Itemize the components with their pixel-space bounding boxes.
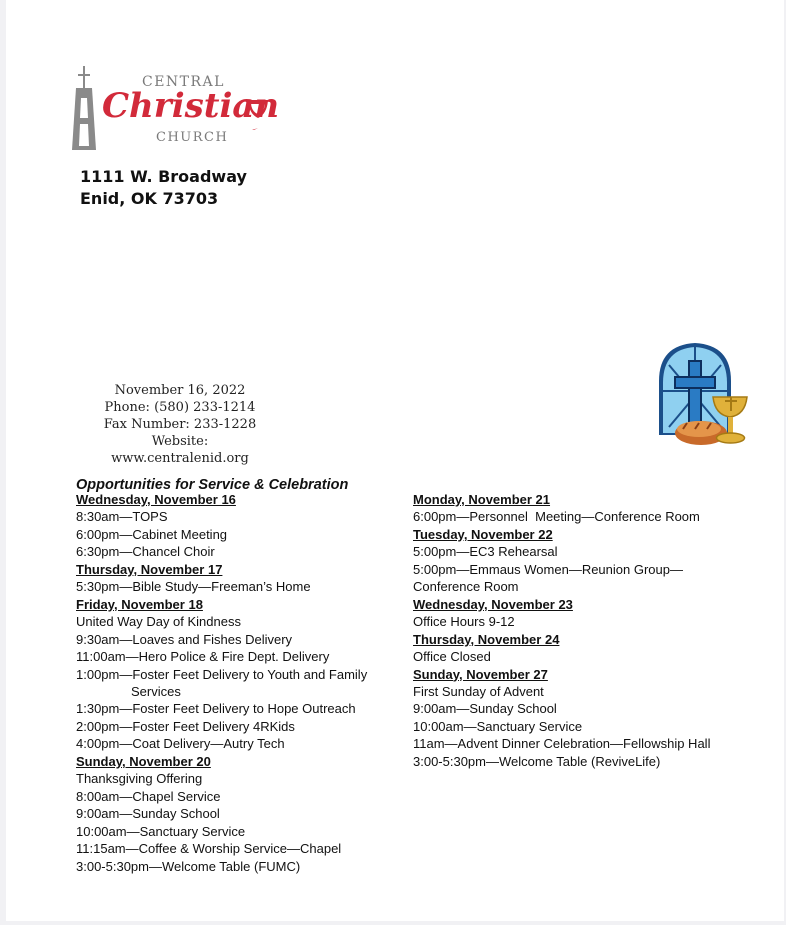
website: Website: www.centralenid.org [111, 434, 249, 466]
phone-number: Phone: (580) 233-1214 [104, 400, 256, 415]
event-item: First Sunday of Advent [413, 683, 544, 699]
day-heading: Thursday, November 24 [413, 631, 560, 647]
logo-christian-text: Christian [102, 86, 280, 126]
newsletter-date: November 16, 2022 [114, 383, 246, 398]
event-item: 6:00pm—Cabinet Meeting [76, 526, 228, 542]
event-item: 10:00am—Sanctuary Service [76, 823, 246, 839]
event-item: 2:00pm—Foster Feet Delivery 4RKids [76, 718, 295, 734]
day-heading: Wednesday, November 23 [413, 596, 573, 612]
day-heading: Wednesday, November 16 [76, 492, 236, 507]
event-item: Office Hours 9-12 [413, 614, 515, 630]
event-item: United Way Day of Kindness [76, 614, 241, 630]
event-item: 3:00-5:30pm—Welcome Table (FUMC) [76, 858, 301, 874]
event-item: 5:00pm—EC3 Rehearsal [413, 544, 558, 560]
event-item: Thanksgiving Offering [76, 771, 203, 787]
event-item: 11am—Advent Dinner Celebration—Fellowship Hall [413, 736, 711, 752]
event-item: 8:30am—TOPS [76, 509, 168, 525]
day-heading: Sunday, November 20 [76, 753, 211, 769]
fax-number: Fax Number: 233-1228 [103, 417, 257, 432]
event-item-continued: Conference Room [413, 579, 519, 595]
event-item: 4:00pm—Coat Delivery—Autry Tech [76, 736, 285, 752]
logo-church-text: CHURCH [156, 130, 229, 145]
event-item: 8:00am—Chapel Service [76, 788, 221, 804]
day-heading: Friday, November 18 [76, 596, 203, 612]
event-item: 11:00am—Hero Police & Fire Dept. Delivery [76, 649, 330, 665]
event-item-continued: Services [131, 683, 181, 699]
day-heading: Monday, November 21 [413, 492, 551, 507]
address-city: Enid, OK 73703 [80, 189, 219, 208]
logo-central-text: CENTRAL [142, 74, 225, 90]
event-item: 1:30pm—Foster Feet Delivery to Hope Outreach [76, 701, 356, 717]
day-heading: Tuesday, November 22 [413, 526, 553, 542]
event-item: 10:00am—Sanctuary Service [413, 718, 583, 734]
event-item: 1:00pm—Foster Feet Delivery to Youth and Family [76, 666, 368, 682]
event-item: 6:30pm—Chancel Choir [76, 544, 215, 560]
day-heading: Thursday, November 17 [76, 561, 223, 577]
day-heading: Sunday, November 27 [413, 666, 548, 682]
event-item: 3:00-5:30pm—Welcome Table (ReviveLife) [413, 753, 661, 769]
contact-info [84, 382, 276, 467]
stained-glass-communion-icon [655, 341, 757, 451]
event-item: Office Closed [413, 649, 491, 665]
event-item: 9:30am—Loaves and Fishes Delivery [76, 631, 293, 647]
event-item: 9:00am—Sunday School [76, 806, 220, 822]
event-item: 6:00pm—Personnel Meeting—Conference Room [413, 509, 700, 525]
event-item: 5:30pm—Bible Study—Freeman’s Home [76, 579, 311, 595]
left-schedule-column [76, 491, 406, 875]
address-street: 1111 W. Broadway [80, 167, 247, 186]
event-item: 11:15am—Coffee & Worship Service—Chapel [76, 841, 342, 857]
church-logo [72, 66, 280, 152]
event-item: 9:00am—Sunday School [413, 701, 557, 717]
right-schedule-column [413, 491, 743, 770]
event-item: 5:00pm—Emmaus Women—Reunion Group— [413, 561, 683, 577]
church-address [80, 166, 247, 210]
section-heading: Opportunities for Service & Celebration [76, 477, 349, 493]
